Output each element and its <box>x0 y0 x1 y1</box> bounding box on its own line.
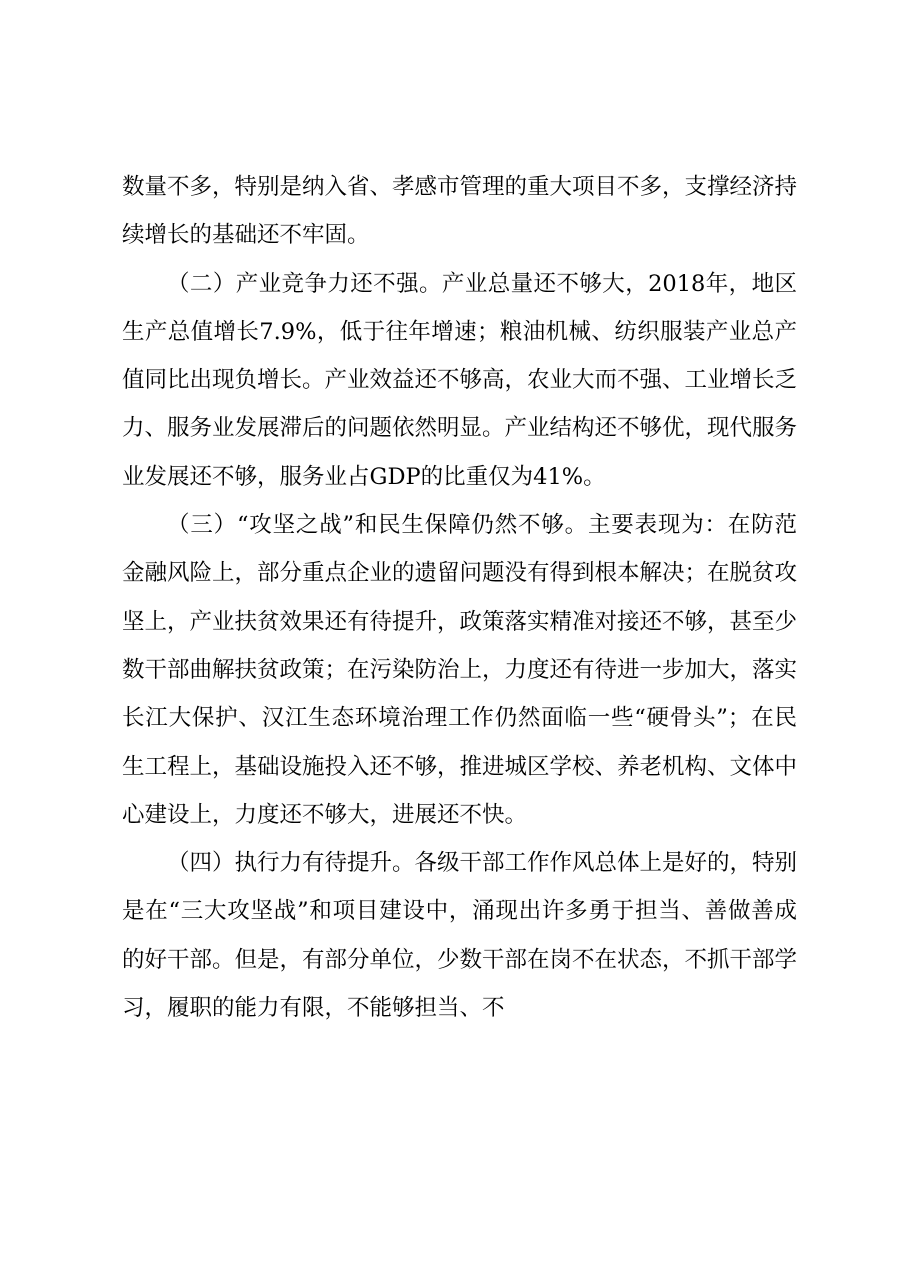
document-body <box>122 163 797 1032</box>
paragraph-livelihood-security: （三）“攻坚之战”和民生保障仍然不够。主要表现为：在防范金融风险上，部分重点企业的遗留问题没有得到根本解决；在脱贫攻坚上，产业扶贫效果还有待提升，政策落实精准对接还不够，甚至少数干部曲解扶贫政策；在污染防治上，力度还有待进一步加大，落实长江大保护、汉江生态环境治理工作仍然面临一些“硬骨头”；在民生工程上，基础设施投入还不够，推进城区学校、养老机构、文体中心建设上，力度还不够大，进展还不快。 <box>122 512 798 828</box>
paragraph-execution: （四）执行力有待提升。各级干部工作作风总体上是好的，特别是在“三大攻坚战”和项目建设中，涌现出许多勇于担当、善做善成的好干部。但是，有部分单位，少数干部在岗不在状态，不抓干部学习，履职的能力有限，不能够担当、不 <box>122 850 798 1022</box>
paragraph-industry-competitiveness: （二）产业竞争力还不强。产业总量还不够大，2018年，地区生产总值增长7.9%，低于往年增速；粮油机械、纺织服装产业总产值同比出现负增长。产业效益还不够高，农业大而不强、工业增长乏力、服务业发展滞后的问题依然明显。产业结构还不够优，现代服务业发展还不够，服务业占GDP的比重仅为41%。 <box>122 270 798 490</box>
paragraph-continuation: 数量不多，特别是纳入省、孝感市管理的重大项目不多，支撑经济持续增长的基础还不牢固。 <box>122 174 798 249</box>
